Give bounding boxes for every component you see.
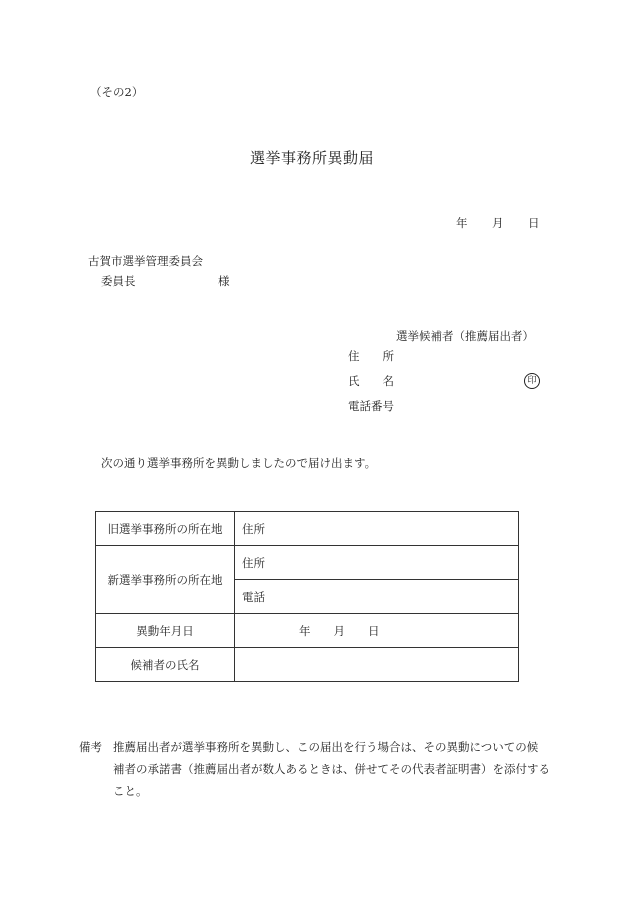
office-change-table: [95, 511, 519, 682]
statement-text: 次の通り選挙事務所を異動しましたので届け出ます。: [101, 456, 377, 470]
table-row: [96, 648, 519, 682]
date-day-label: 日: [528, 216, 540, 230]
date-month-label: 月: [492, 216, 504, 230]
table-row: [96, 614, 519, 648]
seal-mark: 印: [524, 373, 540, 389]
applicant-address-label: 住 所: [348, 349, 394, 363]
applicant-role: 選挙候補者（推薦届出者）: [396, 329, 534, 343]
form-number: （その2）: [90, 85, 144, 99]
applicant-phone-label: 電話番号: [348, 399, 394, 413]
remarks-line-1: 推薦届出者が選挙事務所を異動し、この届出を行う場合は、その異動についての候: [113, 740, 539, 754]
new-address-label: 住所: [235, 546, 519, 580]
date-year-label: 年: [456, 216, 468, 230]
move-date-value: 年 月 日: [235, 614, 519, 648]
addressee-honorific: 様: [218, 274, 230, 288]
applicant-name-label: 氏 名: [348, 374, 394, 388]
candidate-name-value: [235, 648, 519, 682]
old-office-label: 旧選挙事務所の所在地: [96, 512, 235, 546]
old-address-label: 住所: [235, 512, 519, 546]
table-row: [96, 512, 519, 546]
new-office-label: 新選挙事務所の所在地: [96, 546, 235, 614]
candidate-name-label: 候補者の氏名: [96, 648, 235, 682]
remarks-line-3: こと。: [113, 784, 148, 798]
move-date-label: 異動年月日: [96, 614, 235, 648]
remarks-line-2: 補者の承諾書（推薦届出者が数人あるときは、併せてその代表者証明書）を添付する: [113, 762, 550, 776]
remarks-label: 備考: [79, 740, 102, 754]
addressee-position: 委員長: [101, 274, 136, 288]
document-title: 選挙事務所異動届: [250, 149, 375, 167]
table-row: [96, 546, 519, 580]
addressee-organization: 古賀市選挙管理委員会: [88, 254, 203, 268]
new-phone-label: 電話: [235, 580, 519, 614]
